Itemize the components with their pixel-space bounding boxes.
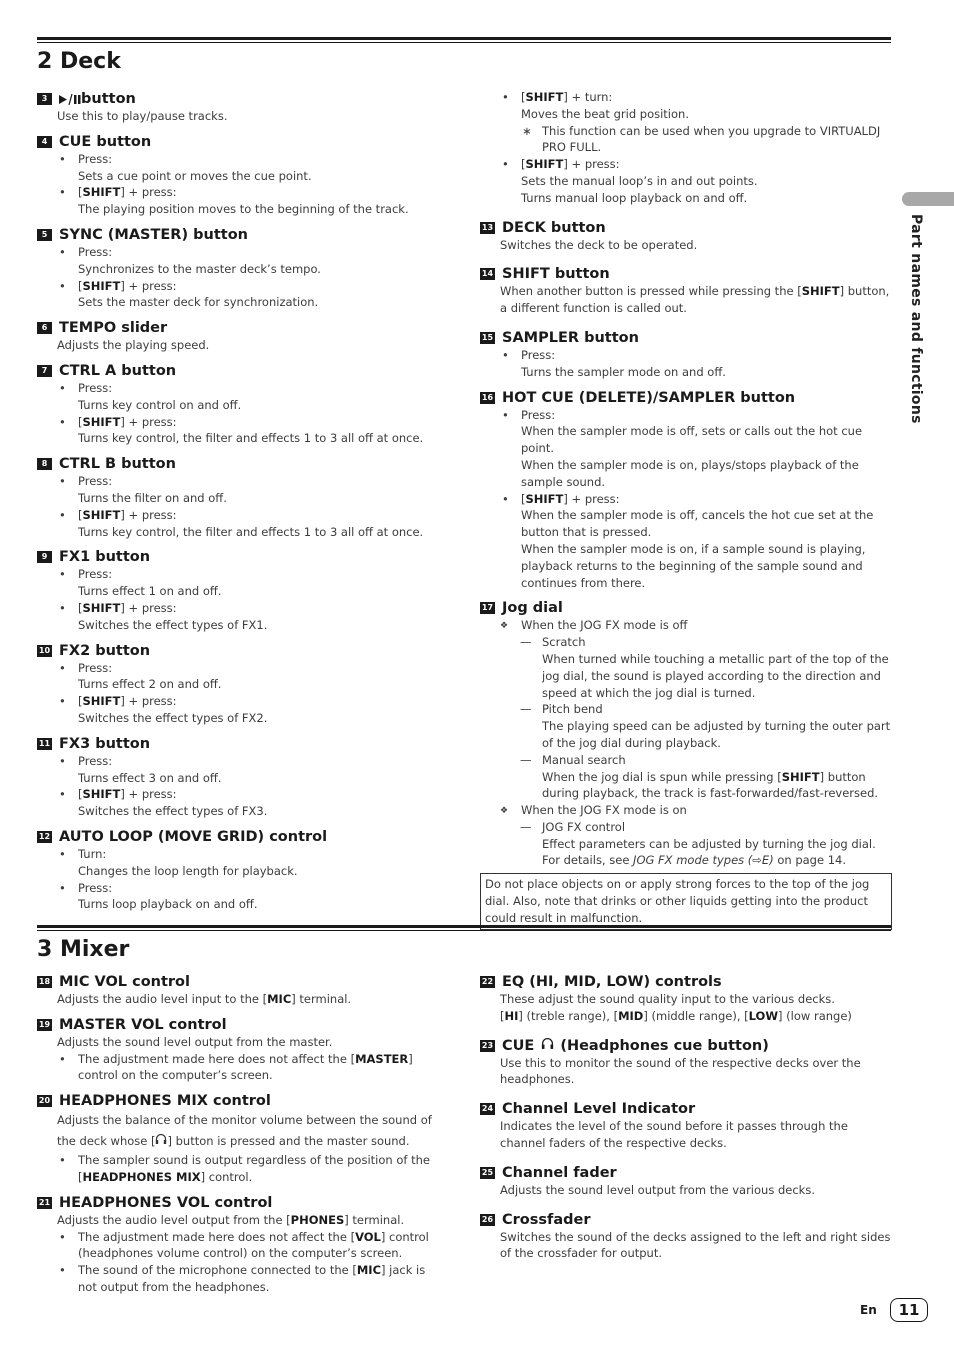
- bullet-desc: The playing position moves to the beginning of the track.: [78, 202, 409, 217]
- entry-desc: Use this to play/pause tracks.: [57, 109, 228, 123]
- deck-left-column: [37, 90, 447, 921]
- entry-title: CTRL A button: [59, 362, 177, 379]
- section-title-mixer: 3 Mixer: [37, 937, 130, 962]
- entry-desc: Use this to monitor the sound of the respective decks over the headphones.: [500, 1055, 861, 1087]
- entry-channel-fader: [480, 1164, 892, 1199]
- sub-item-desc: For details, see JOG FX mode types (⇨E) on page 14.: [542, 853, 846, 868]
- mode-heading: ❖ When the JOG FX mode is off: [500, 617, 892, 634]
- bullet: • Press:: [57, 380, 447, 397]
- entry-title: HEADPHONES MIX control: [59, 1093, 271, 1110]
- bullet: • [SHIFT] + press:: [57, 786, 447, 803]
- sub-item-desc: When the jog dial is spun while pressing [SHIFT] button during playback, the track is fast-forwarded/fast-reversed.: [542, 769, 879, 801]
- entry-desc: Adjusts the audio level output from the [PHONES] terminal.: [57, 1212, 405, 1227]
- entry-desc: Adjusts the playing speed.: [57, 338, 210, 353]
- entry-desc: Switches the deck to be operated.: [500, 237, 698, 252]
- item-number: 10: [38, 645, 51, 655]
- bullet-desc: Sets the manual loop’s in and out points.: [521, 173, 758, 188]
- bullet-desc: Sets a cue point or moves the cue point.: [78, 168, 312, 183]
- item-number: 20: [38, 1096, 51, 1106]
- bullet: • The adjustment made here does not affect the [MASTER] control on the computer’s screen.: [57, 1051, 447, 1085]
- entry-master-vol: [37, 1016, 447, 1084]
- item-number: 12: [38, 831, 51, 841]
- headphones-icon: [155, 1131, 167, 1152]
- entry-title: (Headphones cue button): [560, 1037, 769, 1054]
- bullet-desc: Turns effect 3 on and off.: [78, 770, 222, 785]
- bullet-desc: Turns loop playback on and off.: [78, 897, 258, 912]
- bullet-desc: Turns the sampler mode on and off.: [521, 364, 726, 379]
- item-number: 19: [38, 1019, 51, 1029]
- sidebar-chapter-label: Part names and functions: [908, 214, 924, 424]
- entry-title: FX2 button: [59, 642, 151, 659]
- entry-desc: Adjusts the sound level output from the master.: [57, 1034, 333, 1049]
- bullet: • Press:: [57, 566, 447, 583]
- entry-eq-controls: [480, 973, 892, 1025]
- bullet: • The adjustment made here does not affect the [VOL] control (headphones volume control) on the computer’s screen.: [57, 1229, 447, 1263]
- entry-mic-vol: [37, 973, 447, 1008]
- section-rule-top: [37, 37, 891, 40]
- bullet: • The sampler sound is output regardless of the position of the [HEADPHONES MIX] control.: [57, 1152, 447, 1186]
- item-number: 13: [481, 222, 494, 232]
- entry-title: Channel Level Indicator: [502, 1101, 696, 1118]
- item-number: 26: [481, 1214, 494, 1224]
- entry-title: SYNC (MASTER) button: [59, 226, 248, 243]
- entry-desc: Adjusts the sound level output from the various decks.: [500, 1182, 815, 1197]
- item-number: 14: [481, 269, 494, 279]
- sub-item-desc: Effect parameters can be adjusted by turning the jog dial.: [542, 836, 876, 851]
- bullet: • The sound of the microphone connected to the [MIC] jack is not output from the headphones.: [57, 1262, 447, 1296]
- entry-fx3: [37, 735, 447, 820]
- item-number: 21: [38, 1197, 51, 1207]
- sub-item: — Pitch bend: [500, 701, 892, 718]
- sidebar-tab-marker: [902, 192, 954, 206]
- bullet: • Press:: [57, 151, 447, 168]
- mode-heading: ❖ When the JOG FX mode is on: [500, 802, 892, 819]
- deck-right-column: [480, 89, 892, 930]
- caution-box: Do not place objects on or apply strong forces to the top of the jog dial. Also, note that drinks or other liquids getting into the product could result in malfunction.: [480, 873, 892, 929]
- entry-title: HOT CUE (DELETE)/SAMPLER button: [502, 389, 796, 406]
- bullet: • Press:: [500, 347, 892, 364]
- item-number: 15: [481, 332, 494, 342]
- entry-headphones-mix: [37, 1092, 447, 1186]
- item-number: 22: [481, 977, 494, 986]
- bullet-desc: When the sampler mode is off, sets or calls out the hot cue point.: [521, 424, 863, 456]
- bullet-desc: Sets the master deck for synchronization.: [78, 295, 319, 310]
- entry-title: SHIFT button: [502, 266, 610, 283]
- bullet: • Press:: [57, 473, 447, 490]
- bullet: • [SHIFT] + press:: [57, 693, 447, 710]
- item-number: 25: [481, 1167, 494, 1177]
- entry-deck-button: [480, 219, 892, 254]
- mixer-right-column: [480, 973, 892, 1270]
- item-number: 3: [37, 93, 52, 105]
- bullet-desc: Changes the loop length for playback.: [78, 863, 298, 878]
- bullet-desc: Turns the filter on and off.: [78, 490, 227, 505]
- sub-item-desc: The playing speed can be adjusted by turning the outer part of the jog dial during playback.: [542, 719, 891, 750]
- sub-item: — Scratch: [500, 634, 892, 651]
- entry-title: AUTO LOOP (MOVE GRID) control: [59, 828, 328, 845]
- entry-desc: When another button is pressed while pressing the [SHIFT] button, a different function is called out.: [500, 284, 890, 316]
- item-number: 16: [481, 392, 494, 402]
- entry-title: SAMPLER button: [502, 329, 639, 346]
- bullet: • Press:: [57, 880, 447, 897]
- entry-cue-button: [37, 133, 447, 218]
- entry-desc: Indicates the level of the sound before it passes through the channel faders of the respective decks.: [500, 1119, 848, 1150]
- entry-title: EQ (HI, MID, LOW) controls: [502, 974, 722, 990]
- entry-desc: These adjust the sound quality input to the various decks.: [500, 992, 835, 1006]
- bullet: • [SHIFT] + press:: [500, 491, 892, 508]
- entry-title: CUE button: [59, 133, 152, 150]
- bullet-desc: Synchronizes to the master deck’s tempo.: [78, 261, 321, 276]
- entry-headphones-vol: [37, 1194, 447, 1296]
- item-number: 18: [38, 977, 51, 986]
- bullet: • Press:: [57, 244, 447, 261]
- bullet-desc: Turns manual loop playback on and off.: [521, 190, 748, 205]
- entry-title: FX3 button: [59, 735, 151, 752]
- entry-title: HEADPHONES VOL control: [59, 1194, 273, 1211]
- entry-desc: Switches the sound of the decks assigned to the left and right sides of the crossfader for output.: [500, 1229, 891, 1261]
- entry-title: Crossfader: [502, 1211, 591, 1228]
- section-title-deck: 2 Deck: [37, 49, 121, 74]
- bullet-desc: When the sampler mode is on, if a sample sound is playing, playback returns to the beginning of the sample sound and continues from there.: [521, 541, 866, 590]
- bullet: • Press:: [57, 660, 447, 677]
- entry-title: DECK button: [502, 219, 606, 236]
- item-number: 23: [481, 1040, 494, 1050]
- bullet-desc: When the sampler mode is on, plays/stops playback of the sample sound.: [521, 457, 859, 489]
- bullet-desc: Turns key control, the filter and effects 1 to 3 all off at once.: [78, 524, 424, 539]
- entry-ctrl-a: [37, 362, 447, 447]
- item-number: 24: [481, 1104, 494, 1114]
- entry-play-pause: [37, 90, 447, 125]
- bullet: • [SHIFT] + press:: [500, 156, 892, 173]
- bullet: • Turn:: [57, 846, 447, 863]
- bullet-desc: Turns key control on and off.: [78, 397, 242, 412]
- item-number: 6: [37, 322, 52, 334]
- footer-page-number: 11: [890, 1298, 928, 1322]
- mixer-left-column: [37, 973, 447, 1304]
- entry-fx1: [37, 548, 447, 633]
- bullet-desc: Switches the effect types of FX3.: [78, 804, 268, 819]
- entry-title: FX1 button: [59, 549, 151, 566]
- entry-ctrl-b: [37, 455, 447, 540]
- bullet: • Press:: [57, 753, 447, 770]
- entry-sampler-button: [480, 329, 892, 381]
- entry-tempo-slider: [37, 319, 447, 354]
- entry-cue-headphones: [480, 1037, 892, 1089]
- entry-fx2: [37, 642, 447, 727]
- item-number: 17: [481, 603, 494, 613]
- entry-title: Jog dial: [502, 600, 563, 617]
- footer-language: En: [860, 1303, 877, 1317]
- bullet-desc: Switches the effect types of FX2.: [78, 710, 268, 725]
- bullet-desc: Moves the beat grid position.: [521, 106, 689, 121]
- entry-title: CUE: [502, 1037, 535, 1054]
- entry-jog-dial: [480, 599, 892, 929]
- bullet-desc: Turns key control, the filter and effects 1 to 3 all off at once.: [78, 431, 424, 446]
- entry-title: Channel fader: [502, 1164, 617, 1181]
- bullet: • [SHIFT] + turn:: [500, 89, 892, 106]
- sub-item: — Manual search: [500, 752, 892, 769]
- bullet: • [SHIFT] + press:: [57, 278, 447, 295]
- entry-title: TEMPO slider: [59, 320, 168, 337]
- item-number: 4: [37, 136, 52, 148]
- entry-hot-cue: [480, 389, 892, 592]
- entry-crossfader: [480, 1211, 892, 1263]
- bullet-desc: When the sampler mode is off, cancels the hot cue set at the button that is pressed.: [521, 508, 874, 540]
- entry-sync-button: [37, 226, 447, 311]
- entry-channel-level-indicator: [480, 1100, 892, 1152]
- entry-title: CTRL B button: [59, 456, 176, 473]
- bullet: • Press:: [500, 407, 892, 424]
- bullet: • [SHIFT] + press:: [57, 184, 447, 201]
- item-number: 11: [38, 738, 51, 748]
- sub-item-desc: When turned while touching a metallic part of the top of the jog dial, the sound is played according to the direction and speed at which the jog dial is turned.: [542, 651, 889, 700]
- section-rule-bottom: [37, 930, 891, 931]
- cross-reference-link[interactable]: JOG FX mode types (⇨E): [633, 853, 774, 868]
- section-rule-bottom: [37, 42, 891, 43]
- entry-title: MIC VOL control: [59, 974, 190, 990]
- note: ∗ This function can be used when you upgrade to VIRTUALDJ PRO FULL.: [500, 123, 892, 157]
- item-number: 9: [37, 551, 52, 563]
- bullet: • [SHIFT] + press:: [57, 414, 447, 431]
- item-number: 8: [37, 458, 52, 470]
- entry-desc: [HI] (treble range), [MID] (middle range), [LOW] (low range): [500, 1008, 852, 1023]
- entry-auto-loop-cont: [480, 89, 892, 207]
- bullet-desc: Turns effect 2 on and off.: [78, 677, 222, 692]
- headphones-icon: [541, 1037, 554, 1055]
- entry-desc: Adjusts the audio level input to the [MIC] terminal.: [57, 992, 352, 1006]
- play-pause-icon: [59, 94, 81, 105]
- entry-shift-button: [480, 265, 892, 317]
- bullet: • [SHIFT] + press:: [57, 600, 447, 617]
- item-number: 7: [37, 365, 52, 377]
- bullet-desc: Turns effect 1 on and off.: [78, 584, 222, 599]
- entry-auto-loop: [37, 828, 447, 913]
- bullet-desc: Switches the effect types of FX1.: [78, 617, 268, 632]
- entry-title: MASTER VOL control: [59, 1016, 227, 1033]
- section-rule-top: [37, 925, 891, 928]
- bullet: • [SHIFT] + press:: [57, 507, 447, 524]
- entry-title: button: [81, 91, 136, 107]
- item-number: 5: [37, 229, 52, 241]
- entry-desc: Adjusts the balance of the monitor volume between the sound of the deck whose [ ] button is pressed and the master sound.: [57, 1110, 447, 1152]
- sub-item: — JOG FX control: [500, 819, 892, 836]
